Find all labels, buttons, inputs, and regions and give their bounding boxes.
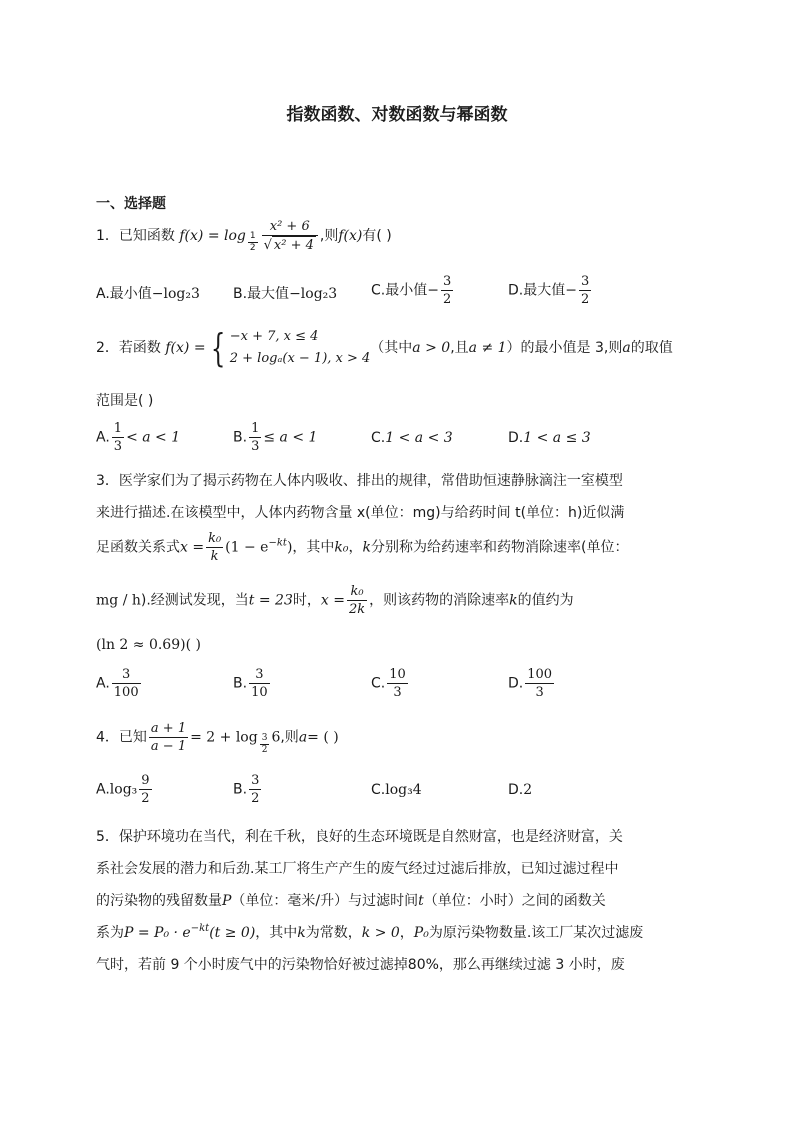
question-5-line-2: 系社会发展的潜力和后劲.某工厂将生产产生的废气经过过滤后排放，已知过滤过程中 xyxy=(96,861,619,877)
question-3-line-2: 来进行描述.在该模型中，人体内药物含量 x(单位：mg)与给药时间 t(单位：h)近似满 xyxy=(96,505,625,521)
option-a: A. $\frac{1}{3}$ < a < 1 xyxy=(96,421,181,454)
option-b: B. $\frac{1}{3}$ ≤ a < 1 xyxy=(233,421,318,454)
option-c: C.log₃4 xyxy=(371,782,422,798)
option-a: A. $\frac{3}{100}$ xyxy=(96,667,139,700)
question-3-line-3: 足函数关系式x = $\frac{\text{k₀}}{k}$ $(1 - e^{-kt})$，其中k₀，k分别称为给药速率和药物消除速率(单位： xyxy=(96,531,629,564)
question-3: 3．医学家们为了揭示药物在人体内吸收、排出的规律，常借助恒速静脉滴注一室模型 xyxy=(96,473,623,489)
question-number: 1． xyxy=(96,228,119,244)
question-number: 3． xyxy=(96,473,119,489)
log-base-fraction: $\frac{1}{2}$ xyxy=(249,231,256,253)
math-expression: f(x) = log xyxy=(179,228,246,244)
option-c: C.最小值− $\frac{3}{2}$ xyxy=(371,274,452,307)
question-5-line-3: 的污染物的残留数量P（单位：毫米/升）与过滤时间t（单位：小时）之间的函数关 xyxy=(96,893,606,909)
piecewise-cases: −x + 7, x ≤ 4 2 + logₐ(x − 1), x > 4 xyxy=(229,329,371,366)
option-d: D.2 xyxy=(508,782,533,798)
option-d: D.1 < a ≤ 3 xyxy=(508,430,591,446)
option-d: D. $\frac{100}{3}$ xyxy=(508,667,553,700)
option-b: B. $\frac{3}{10}$ xyxy=(233,667,268,700)
question-5-line-4: 系为$P = P_0 \cdot e^{-kt}(t \ge 0)$，其中k为常数，k > 0，P₀为原污染物数量.该工厂某次过滤废 xyxy=(96,923,644,941)
page-title: 指数函数、对数函数与幂函数 xyxy=(286,105,508,125)
question-text: 已知函数 xyxy=(118,228,175,244)
option-c: C.1 < a < 3 xyxy=(371,430,453,446)
option-d: D.最大值− $\frac{3}{2}$ xyxy=(508,274,590,307)
option-a: A.最小值−log₂3 xyxy=(96,286,200,302)
option-a: A.log₃ $\frac{9}{2}$ xyxy=(96,773,150,806)
question-1: 1．已知函数 f(x) = log $\frac{1}{2}$ $\frac{\text{x² + 6}}{\text{√ x² + 4}}$ ,则f(x)有( ) xyxy=(96,219,392,253)
question-5-line-5: 气时，若前 9 个小时废气中的污染物恰好被过滤掉80%，那么再继续过滤 3 小时，废 xyxy=(96,957,625,973)
brace-symbol: { xyxy=(210,326,225,370)
section-heading: 一、选择题 xyxy=(96,196,166,212)
question-number: 2． xyxy=(96,340,119,356)
question-number: 5． xyxy=(96,829,119,845)
question-4: 4．已知 $\frac{a + 1}{a - 1}$ = 2 + log $\frac{3}{2}$ 6,则a= ( ) xyxy=(96,721,339,755)
question-3-line-4: mg / h).经测试发现，当t = 23时，x = $\frac{\text{k₀}}{2k}$ ，则该药物的消除速率k的值约为 xyxy=(96,584,574,617)
option-c: C. $\frac{10}{3}$ xyxy=(371,667,406,700)
question-3-line-5: (ln 2 ≈ 0.69)( ) xyxy=(96,637,201,653)
question-number: 4． xyxy=(96,729,119,746)
option-b: B.最大值−log₂3 xyxy=(233,286,338,302)
question-2: 2．若函数 f(x) = { −x + 7, x ≤ 4 2 + logₐ(x − 1), x > 4 （其中a > 0,且a ≠ 1）的最小值是 3,则a的取值 xyxy=(96,326,673,370)
question-2-line-2: 范围是( ) xyxy=(96,393,154,409)
question-5: 5．保护环境功在当代，利在千秋，良好的生态环境既是自然财富，也是经济财富，关 xyxy=(96,829,623,845)
fraction: $\frac{\text{x² + 6}}{\text{√ x² + 4}}$ xyxy=(262,218,318,254)
option-b: B. $\frac{3}{2}$ xyxy=(233,773,260,806)
